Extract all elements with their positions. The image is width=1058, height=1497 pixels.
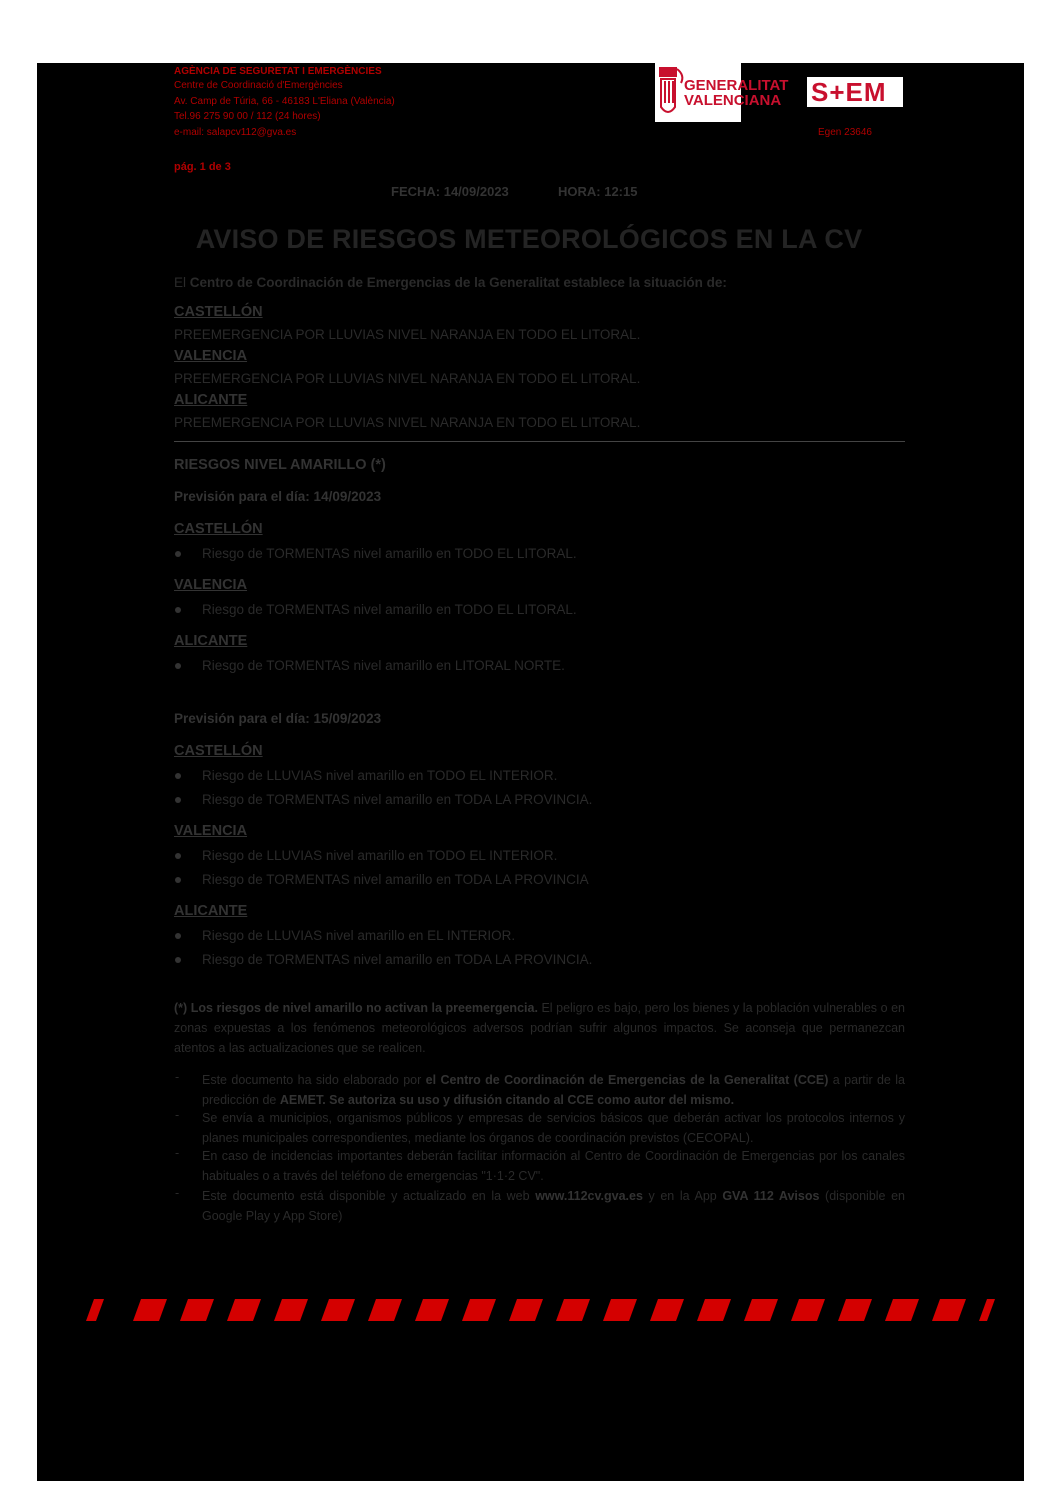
situation-text-castellon: PREEMERGENCIA POR LLUVIAS NIVEL NARANJA EN TODO EL LITORAL. [174,327,641,342]
forecast-day1-valencia: VALENCIA [174,577,248,593]
forecast-day2-valencia: VALENCIA [174,823,248,839]
situation-province-valencia: VALENCIA [174,348,248,364]
situation-text-valencia: PREEMERGENCIA POR LLUVIAS NIVEL NARANJA EN TODO EL LITORAL. [174,371,641,386]
bullet-icon [175,607,181,613]
note-4-a: Este documento está disponible y actualizado en la web [202,1189,536,1203]
bullet-icon [175,551,181,557]
agency-phone: Tel.96 275 90 00 / 112 (24 hores) [174,111,321,122]
bullet-icon [175,957,181,963]
note-4-app-name: GVA 112 Avisos [722,1189,820,1203]
logo-text-valenciana: VALENCIANA [684,92,782,109]
note-4-c: y en la App [642,1189,723,1203]
time-field: HORA: 12:15 [558,184,638,199]
bullet-icon [175,933,181,939]
agency-name: AGÈNCIA DE SEGURETAT I EMERGÈNCIES [174,66,382,77]
forecast-day2-valencia-item-1: Riesgo de LLUVIAS nivel amarillo en TODO EL INTERIOR. [202,848,558,863]
forecast-day1-label: Previsión para el día: 14/09/2023 [174,489,382,504]
agency-address: Av. Camp de Túria, 66 - 46183 L'Eliana (València) [174,96,395,107]
forecast-day2-castellon-item-2: Riesgo de TORMENTAS nivel amarillo en TODA LA PROVINCIA. [202,792,593,807]
sem-logo: S+EM [811,77,887,107]
forecast-day1-alicante: ALICANTE [174,633,248,649]
note-3: En caso de incidencias importantes deberán facilitar información al Centro de Coordinación de Emergencias por los canales habituales o a través del teléfono de emergencias "1·1·2 CV". [202,1149,905,1183]
note-4-e: (disponible en Google Play y App Store) [202,1189,906,1223]
intro-prefix: El [174,275,190,290]
section-divider [174,441,905,442]
forecast-day2-valencia-item-2: Riesgo de TORMENTAS nivel amarillo en TODA LA PROVINCIA [202,872,589,887]
yellow-risk-footnote [174,998,905,1058]
forecast-day1-castellon-item: Riesgo de TORMENTAS nivel amarillo en TODO EL LITORAL. [202,546,577,561]
page-title: AVISO DE RIESGOS METEOROLÓGICOS EN LA CV [195,224,863,254]
intro-bold: Centro de Coordinación de Emergencias de la Generalitat establece la situación de: [189,275,727,290]
note-1 [202,1070,905,1110]
note-1-c: a partir de la predicción de [202,1073,905,1107]
note-4-web-link[interactable]: www.112cv.gva.es [535,1189,643,1203]
page-number: pág. 1 de 3 [174,161,231,173]
footnote-rest: El peligro es bajo, pero los bienes y la población vulnerables o en zonas expuestas a los fenómenos meteorológicos adversos podrían sufrir algunos impactos. Se aconseja que permanezcan atentos a las actualizaciones que se realicen. [174,1001,905,1055]
situation-province-castellon: CASTELLÓN [174,304,263,320]
bullet-icon [175,797,181,803]
situation-text-alicante: PREEMERGENCIA POR LLUVIAS NIVEL NARANJA EN TODO EL LITORAL. [174,415,641,430]
egen-number: Egen 23646 [818,127,872,138]
intro-text [174,275,727,290]
date-field: FECHA: 14/09/2023 [391,184,509,199]
forecast-day2-alicante-item-2: Riesgo de TORMENTAS nivel amarillo en TODA LA PROVINCIA. [202,952,593,967]
forecast-day1-alicante-item: Riesgo de TORMENTAS nivel amarillo en LITORAL NORTE. [202,658,565,673]
bullet-icon [175,853,181,859]
forecast-day1-valencia-item: Riesgo de TORMENTAS nivel amarillo en TODO EL LITORAL. [202,602,577,617]
agency-email: e-mail: salapcv112@gva.es [174,127,297,138]
yellow-risk-title: RIESGOS NIVEL AMARILLO (*) [174,457,386,473]
footnote-bold: (*) Los riesgos de nivel amarillo no activan la preemergencia. [174,1001,538,1015]
dash-marker: - [175,1186,180,1200]
forecast-day2-castellon: CASTELLÓN [174,743,263,759]
bullet-icon [175,773,181,779]
note-2: Se envía a municipios, organismos públicos y empresas de servicios básicos que deberán activar los protocolos internos y planes municipales correspondientes, mediante los órganos de coordinación previstos (CECOPAL). [202,1111,905,1145]
note-1-a: Este documento ha sido elaborado por [202,1073,426,1087]
note-4 [202,1186,905,1226]
logo-text-generalitat: GENERALITAT [684,77,789,94]
situation-province-alicante: ALICANTE [174,392,248,408]
forecast-day2-label: Previsión para el día: 15/09/2023 [174,711,382,726]
dash-marker: - [175,1108,180,1122]
dash-marker: - [175,1070,180,1084]
forecast-day2-castellon-item-1: Riesgo de LLUVIAS nivel amarillo en TODO EL INTERIOR. [202,768,558,783]
bullet-icon [175,877,181,883]
forecast-day2-alicante: ALICANTE [174,903,248,919]
forecast-day2-alicante-item-1: Riesgo de LLUVIAS nivel amarillo en EL INTERIOR. [202,928,516,943]
bullet-icon [175,663,181,669]
note-1-b: el Centro de Coordinación de Emergencias de la Generalitat (CCE) [425,1073,829,1087]
dash-marker: - [175,1146,180,1160]
note-1-d: AEMET. Se autoriza su uso y difusión citando al CCE como autor del mismo. [279,1093,735,1107]
center-name: Centre de Coordinació d'Emergències [174,80,343,91]
forecast-day1-castellon: CASTELLÓN [174,521,263,537]
